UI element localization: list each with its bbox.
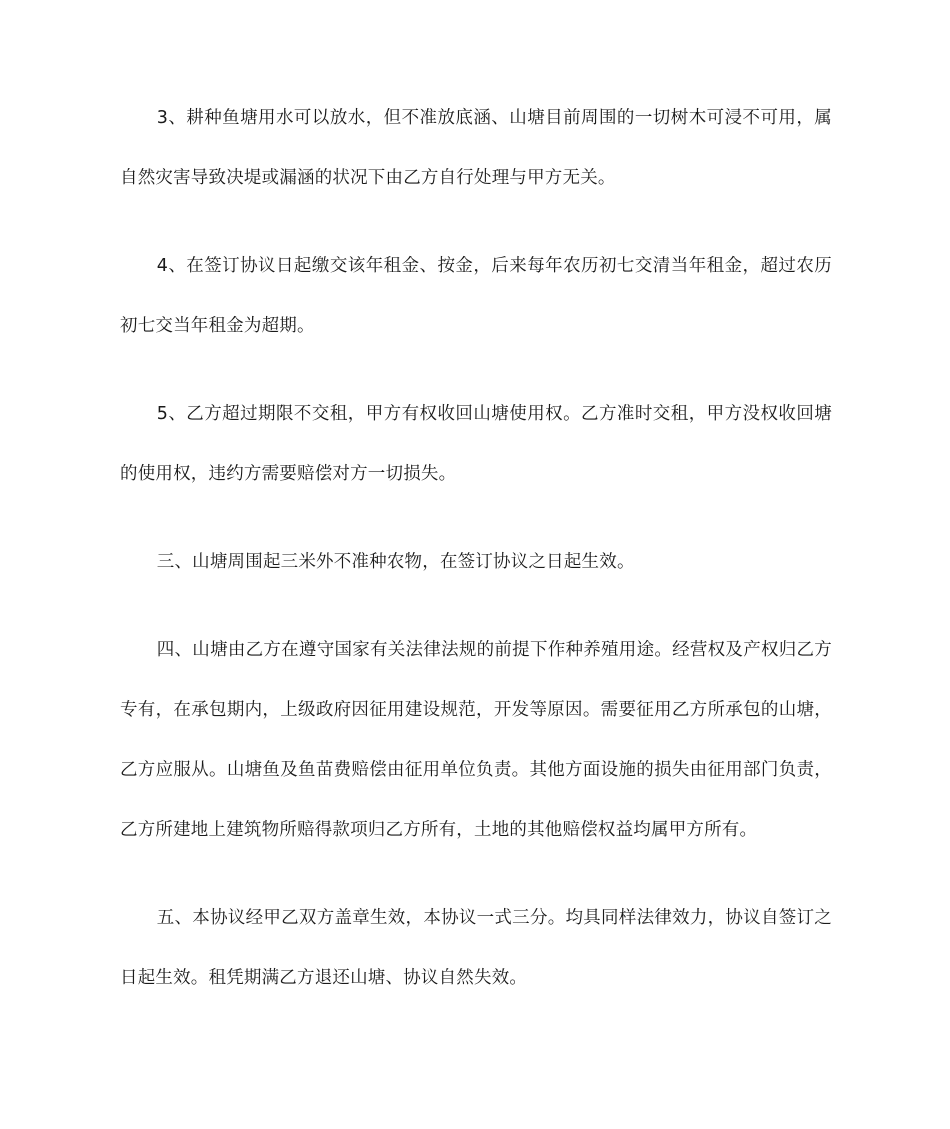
document-body	[120, 88, 832, 1036]
section-4-usage-and-rights: 四、山塘由乙方在遵守国家有关法律法规的前提下作种养殖用途。经营权及产权归乙方专有，在承包期内，上级政府因征用建设规范，开发等原因。需要征用乙方所承包的山塘，乙方应服从。山塘鱼及鱼苗费赔偿由征用单位负责。其他方面设施的损失由征用部门负责，乙方所建地上建筑物所赔得款项归乙方所有，土地的其他赔偿权益均属甲方所有。	[120, 640, 832, 840]
section-3-planting-restriction: 三、山塘周围起三米外不准种农物，在签订协议之日起生效。	[156, 552, 635, 572]
clause-3-water-use: 3、耕种鱼塘用水可以放水，但不准放底涵、山塘目前周围的一切树木可浸不可用，属自然灾害导致决堤或漏涵的状况下由乙方自行处理与甲方无关。	[120, 108, 832, 188]
section-5-agreement-validity: 五、本协议经甲乙双方盖章生效，本协议一式三分。均具同样法律效力，协议自签订之日起生效。租凭期满乙方退还山塘、协议自然失效。	[120, 908, 832, 988]
clause-5-overdue-rent: 5、乙方超过期限不交租，甲方有权收回山塘使用权。乙方准时交租，甲方没权收回塘的使用权，违约方需要赔偿对方一切损失。	[120, 404, 832, 484]
clause-4-rent-payment: 4、在签订协议日起缴交该年租金、按金，后来每年农历初七交清当年租金，超过农历初七交当年租金为超期。	[120, 256, 832, 336]
